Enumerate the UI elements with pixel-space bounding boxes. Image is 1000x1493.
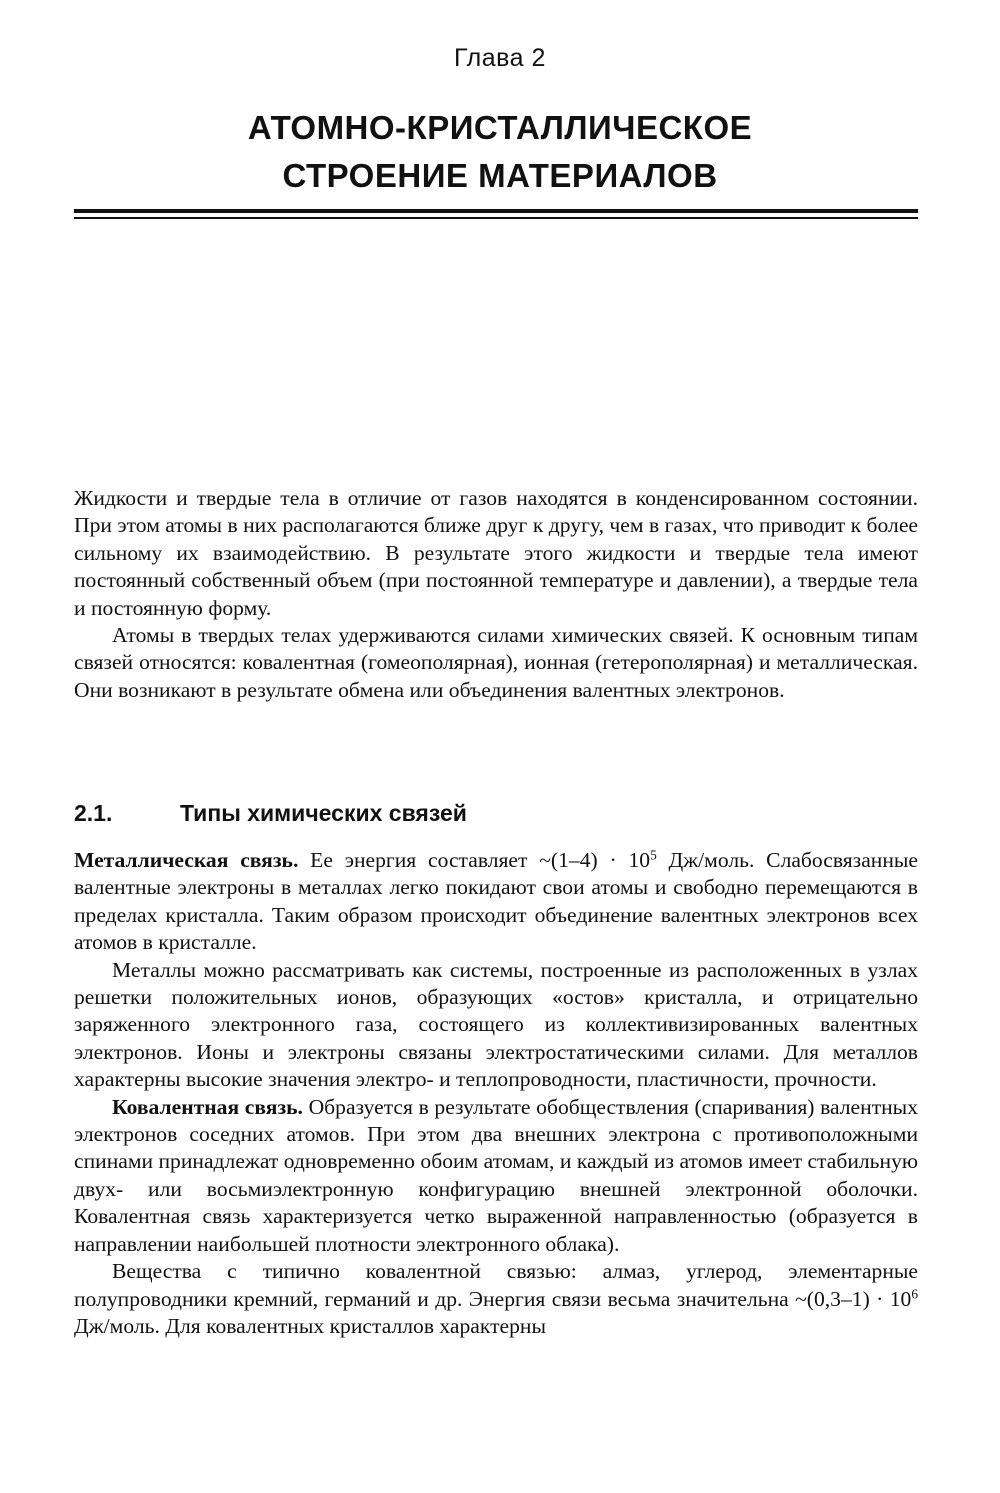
title-rule-thin	[74, 217, 918, 219]
section-number: 2.1.	[74, 800, 113, 826]
section-body	[74, 847, 918, 1340]
chapter-title	[0, 104, 1000, 200]
metallic-bond-paragraph	[74, 847, 918, 957]
covalent-substances-exponent: 6	[911, 1286, 918, 1302]
metallic-bond-text-b: Дж/моль. Слабосвязанные валентные электроны в металлах легко покидают свои атомы и свободно перемещаются в пределах кристалла. Таким образом происходит объединение валентных электронов всех атомов в кристалле.	[74, 848, 919, 955]
metallic-bond-exponent: 5	[650, 847, 657, 863]
section-title: Типы химических связей	[180, 800, 467, 826]
covalent-bond-term: Ковалентная связь.	[112, 1094, 303, 1119]
intro-text	[74, 485, 918, 704]
covalent-bond-paragraph	[74, 1094, 918, 1258]
intro-paragraph-2: Атомы в твердых телах удерживаются силами химических связей. К основным типам связей относятся: ковалентная (гомеополярная), ионная (гетерополярная) и металлическая. Они возникают в результате обмена или объединения валентных электронов.	[74, 623, 918, 702]
section-heading	[74, 800, 467, 827]
chapter-title-line-2: СТРОЕНИЕ МАТЕРИАЛОВ	[282, 157, 718, 194]
metals-paragraph: Металлы можно рассматривать как системы, построенные из расположенных в узлах решетки положительных ионов, образующих «остов» кристалла, и отрицательно заряженного электронного газа, состоящего из коллективизированных валентных электронов. Ионы и электроны связаны электростатическими силами. Для металлов характерны высокие значения электро- и теплопроводности, пластичности, прочности.	[74, 957, 918, 1092]
covalent-substances-text-a: Вещества с типично ковалентной связью: алмаз, углерод, элементарные полупроводники кремний, германий и др. Энергия связи весьма значительна ~(0,3–1) · 10	[74, 1259, 918, 1311]
chapter-title-line-1: АТОМНО-КРИСТАЛЛИЧЕСКОЕ	[247, 109, 753, 146]
intro-paragraph-1: Жидкости и твердые тела в отличие от газов находятся в конденсированном состоянии. При этом атомы в них располагаются ближе друг к другу, чем в газах, что приводит к более сильному их взаимодействию. В результате этого жидкости и твердые тела имеют постоянный собственный объем (при постоянной температуре и давлении), а твердые тела и постоянную форму.	[74, 486, 918, 620]
title-rule-thick	[74, 209, 918, 213]
covalent-substances-paragraph	[74, 1258, 918, 1340]
covalent-substances-text-b: Дж/моль. Для ковалентных кристаллов характерны	[74, 1313, 546, 1338]
metallic-bond-term: Металлическая связь.	[74, 848, 299, 872]
metallic-bond-text-a: Ее энергия составляет ~(1–4) · 10	[298, 848, 651, 872]
chapter-label: Глава 2	[454, 44, 546, 72]
covalent-bond-text: Образуется в результате обобществления (спаривания) валентных электронов соседних атомов. При этом два внешних электрона с противоположными спинами принадлежат одновременно обоим атомам, и каждый из атомов имеет стабильную двух- или восьмиэлектронную конфигурацию внешней электронной оболочки. Ковалентная связь характеризуется четко выраженной направленностью (образуется в направлении наибольшей плотности электронного облака).	[74, 1094, 918, 1256]
